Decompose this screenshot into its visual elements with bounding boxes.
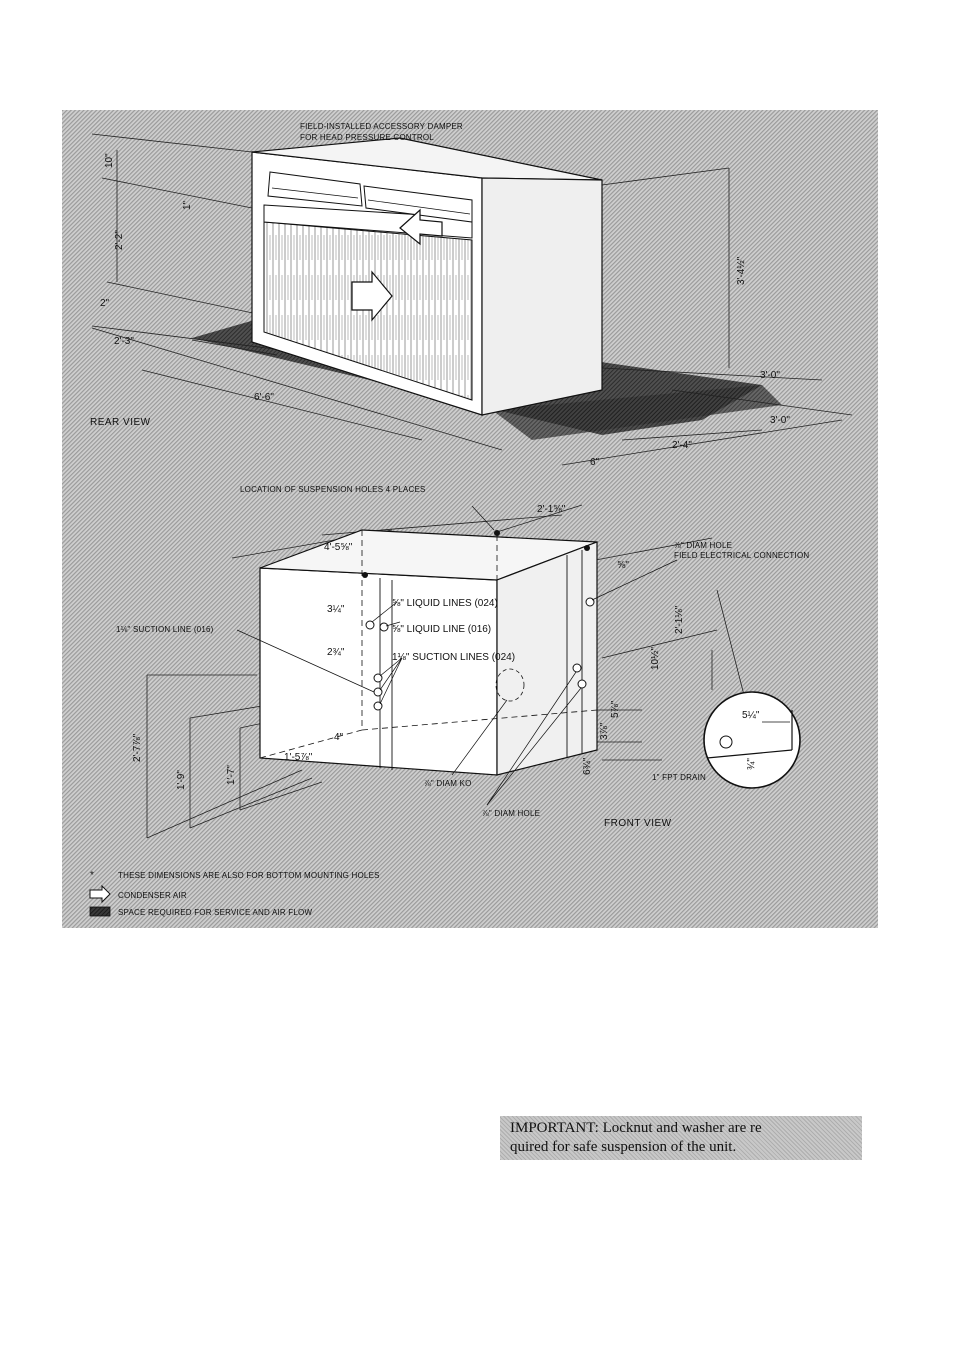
dim-rear-2-2: 2'-2" (114, 230, 125, 250)
diam-hole (573, 664, 581, 672)
dim-front-6-side: 6¾" (582, 757, 593, 775)
suspension-hole (362, 572, 368, 578)
electrical-hole-label-2: FIELD ELECTRICAL CONNECTION (674, 551, 810, 560)
dim-rear-6-6: 6'-6" (254, 392, 274, 403)
dim-front-2-1: 2'-1⅝" (537, 504, 566, 515)
liquid-lines-024-label: ⅝" LIQUID LINES (024) (392, 598, 498, 609)
suction-lines-024-label: 1⅛" SUCTION LINES (024) (392, 652, 516, 663)
dim-rear-3-4: 3'-4½" (736, 256, 747, 285)
dim-rear-1: 1" (182, 200, 193, 210)
dimension-diagram (62, 110, 878, 928)
dim-detail-5: 5¼" (742, 710, 760, 721)
suspension-holes-label: LOCATION OF SUSPENSION HOLES 4 PLACES (240, 485, 426, 494)
drain-fitting (720, 736, 732, 748)
dim-front-3-side: 3⅞" (599, 722, 610, 740)
ko-label: ⅞" DIAM KO (424, 779, 472, 788)
dim-front-5-side: 5⅞" (610, 700, 621, 718)
suspension-hole (494, 530, 500, 536)
dim-rear-2-4: 2'-4" (672, 440, 692, 451)
diam-hole-label: ⅞" DIAM HOLE (482, 809, 541, 818)
dim-front-2-3-4: 2¾" (327, 647, 345, 658)
important-note-line2: quired for safe suspension of the unit. (510, 1139, 737, 1155)
legend-space-note: SPACE REQUIRED FOR SERVICE AND AIR FLOW (118, 908, 313, 917)
suction-line-016-label: 1⅛" SUCTION LINE (016) (116, 625, 214, 634)
liquid-line-hole (380, 623, 388, 631)
important-note-line1: IMPORTANT: Locknut and washer are re (510, 1120, 762, 1136)
dim-front-5-8: ⅝" (617, 560, 629, 571)
drain-detail-circle (704, 692, 800, 788)
front-view-title: FRONT VIEW (604, 818, 672, 829)
dim-rear-2-3: 2'-3" (114, 336, 134, 347)
damper-label-line2: FOR HEAD PRESSURE CONTROL (300, 133, 434, 142)
dim-detail-3: ¾" (746, 758, 757, 770)
dim-front-4-5: 4'-5⅝" (324, 542, 353, 553)
dim-rear-10: 10" (104, 153, 115, 168)
dim-front-1-7: 1'-7" (226, 765, 237, 785)
dim-front-1-9: 1'-9" (176, 770, 187, 790)
dim-front-3-1-4: 3¼" (327, 604, 345, 615)
dim-rear-3-0-b: 3'-0" (770, 415, 790, 426)
liquid-line-hole (366, 621, 374, 629)
dim-front-10: 10½" (650, 646, 661, 670)
liquid-line-016-label: ⅝" LIQUID LINE (016) (392, 624, 492, 635)
diam-hole (578, 680, 586, 688)
suspension-hole (584, 545, 590, 551)
dim-rear-2: 2" (100, 298, 110, 309)
electrical-hole-label-1: ⅞" DIAM HOLE (674, 541, 733, 550)
dim-front-2-1-b: 2'-1⅛" (674, 605, 685, 634)
rear-view-title: REAR VIEW (90, 417, 151, 428)
dim-front-4: 4" (334, 732, 344, 743)
dim-rear-6: 6" (590, 457, 600, 468)
damper-label-line1: FIELD-INSTALLED ACCESSORY DAMPER (300, 122, 463, 131)
electrical-hole (586, 598, 594, 606)
fpt-drain-label: 1" FPT DRAIN (652, 773, 706, 782)
legend-asterisk-note: THESE DIMENSIONS ARE ALSO FOR BOTTOM MOUNTING HOLES (118, 871, 380, 880)
cabinet-side-face (482, 178, 602, 415)
asterisk-symbol: * (90, 870, 94, 881)
service-space-swatch-icon (90, 907, 110, 916)
suction-line-hole (374, 702, 382, 710)
dim-rear-3-0-a: 3'-0" (760, 370, 780, 381)
dim-front-2-7: 2'-7⅞" (132, 733, 143, 762)
dim-front-1-5: 1'-5⅞" (284, 752, 313, 763)
important-note (500, 1116, 862, 1160)
legend-arrow-note: CONDENSER AIR (118, 891, 187, 900)
